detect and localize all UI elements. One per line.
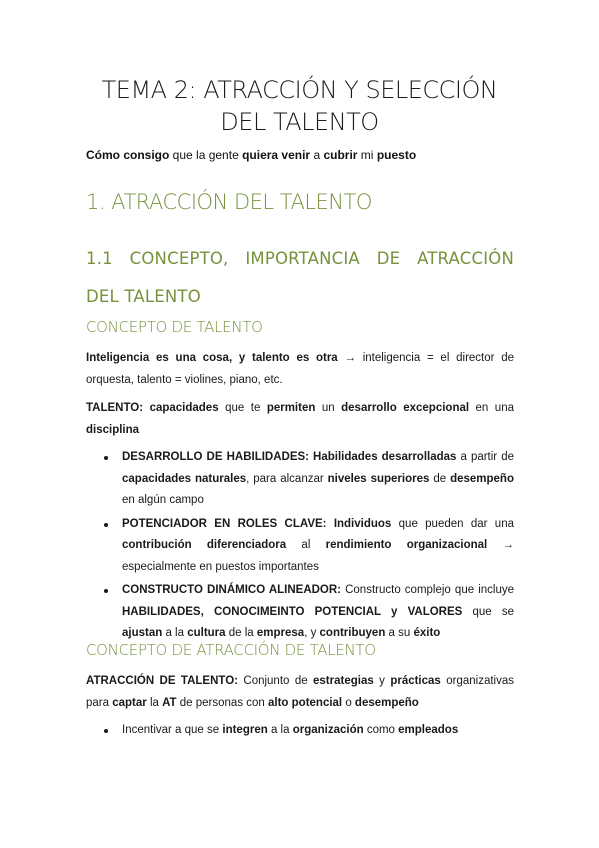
title-line-2: DEL TALENTO bbox=[220, 108, 379, 136]
bold-text-run: contribuyen bbox=[319, 627, 386, 639]
bold-text-run: POTENCIADOR EN ROLES CLAVE: Individuos bbox=[122, 517, 392, 530]
paragraph-inteligencia bbox=[86, 347, 514, 391]
text-run: que te bbox=[218, 402, 267, 414]
bold-text-run: Inteligencia es una cosa, y talento es otra bbox=[86, 352, 338, 364]
bold-text-run: capacidades naturales bbox=[122, 472, 247, 485]
text-run: a su bbox=[385, 627, 414, 639]
text-run: que pueden dar una bbox=[391, 517, 514, 530]
bullet-icon bbox=[104, 589, 108, 593]
bold-text-run: quiera venir bbox=[242, 148, 311, 162]
bold-text-run: estrategias bbox=[313, 675, 374, 687]
bold-text-run: puesto bbox=[376, 148, 417, 162]
bullet-icon bbox=[104, 729, 108, 733]
section-heading-1-1-line-1: 1.1 CONCEPTO, IMPORTANCIA DE ATRACCIÓN bbox=[86, 249, 514, 268]
bold-text-run: alto potencial bbox=[268, 697, 343, 709]
text-run: Conjunto de bbox=[237, 675, 314, 687]
bold-text-run: ATRACCIÓN DE TALENTO: bbox=[86, 675, 238, 687]
bold-text-run: HABILIDADES, CONOCIMEINTO POTENCIAL y VALORES bbox=[122, 605, 463, 618]
bold-text-run: empleados bbox=[398, 724, 459, 736]
section-heading-1: 1. ATRACCIÓN DEL TALENTO bbox=[86, 190, 372, 214]
text-run: un bbox=[315, 402, 342, 414]
text-run: Constructo complejo que incluye bbox=[341, 584, 514, 596]
bullet-icon bbox=[104, 523, 108, 527]
subheading-concepto-atraccion: CONCEPTO DE ATRACCIÓN DE TALENTO bbox=[86, 641, 376, 659]
bold-text-run: disciplina bbox=[86, 424, 140, 436]
list-item bbox=[86, 514, 514, 579]
title-line-1: TEMA 2: ATRACCIÓN Y SELECCIÓN bbox=[101, 76, 498, 104]
text-run: de personas con bbox=[176, 697, 268, 709]
text-run: , para alcanzar bbox=[246, 472, 328, 485]
bold-text-run: capacidades bbox=[149, 402, 219, 414]
list-item bbox=[86, 447, 514, 512]
bold-text-run: AT bbox=[162, 697, 177, 709]
text-run: → inteligencia = el director de orquesta, talento = violines, piano, etc. bbox=[86, 352, 515, 386]
talento-bullet-list bbox=[86, 447, 514, 647]
text-run: en una bbox=[469, 402, 514, 414]
text-run: al bbox=[286, 539, 326, 551]
bold-text-run: desarrollo excepcional bbox=[341, 402, 470, 414]
text-run: , y bbox=[304, 627, 320, 639]
list-item-text bbox=[122, 584, 514, 639]
bold-text-run: desempeño bbox=[450, 472, 514, 485]
text-run: en algún campo bbox=[122, 494, 204, 506]
list-item bbox=[86, 720, 514, 742]
bold-text-run: contribución diferenciadora bbox=[122, 539, 287, 551]
text-run: y bbox=[373, 675, 391, 687]
bullet-icon bbox=[104, 456, 108, 460]
text-run: a la bbox=[267, 724, 293, 736]
text-run: o bbox=[342, 697, 355, 709]
text-run: de bbox=[429, 472, 451, 485]
text-run: → especialmente en puestos importantes bbox=[122, 539, 514, 573]
bold-text-run: éxito bbox=[413, 627, 441, 639]
bold-text-run: organización bbox=[292, 724, 364, 736]
text-run: a la bbox=[162, 627, 188, 639]
subheading-concepto-talento: CONCEPTO DE TALENTO bbox=[86, 318, 263, 336]
bold-text-run: integren bbox=[222, 724, 268, 736]
atraccion-bullet-list bbox=[86, 720, 514, 744]
text-run: que la gente bbox=[169, 148, 243, 162]
page-title bbox=[60, 74, 539, 138]
text-run: a partir de bbox=[456, 451, 514, 463]
text-run: a bbox=[310, 148, 324, 162]
bold-text-run: rendimiento organizacional bbox=[325, 539, 488, 551]
text-run: organizativas para bbox=[86, 675, 514, 709]
bold-text-run: niveles superiores bbox=[327, 472, 430, 485]
bold-text-run: ajustan bbox=[122, 627, 163, 639]
section-heading-1-1 bbox=[86, 240, 514, 316]
bold-text-run: TALENTO: bbox=[86, 402, 144, 414]
bold-text-run: cubrir bbox=[323, 148, 358, 162]
text-run: que se bbox=[462, 605, 514, 618]
paragraph-atraccion-definition bbox=[86, 670, 514, 714]
bold-text-run: prácticas bbox=[390, 675, 441, 687]
list-item-text bbox=[122, 518, 514, 573]
list-item-text bbox=[122, 724, 458, 736]
bold-text-run: cultura bbox=[187, 627, 226, 639]
paragraph-talento-definition bbox=[86, 397, 514, 441]
bold-text-run: permiten bbox=[266, 402, 316, 414]
bold-text-run: captar bbox=[112, 697, 147, 709]
subtitle bbox=[86, 148, 416, 162]
bold-text-run: DESARROLLO DE HABILIDADES: Habilidades desarrolladas bbox=[122, 451, 457, 463]
text-run: mi bbox=[357, 148, 377, 162]
text-run: Incentivar a que se bbox=[122, 724, 223, 736]
bold-text-run: desempeño bbox=[354, 697, 419, 709]
bold-text-run: Cómo consigo bbox=[86, 148, 170, 162]
bold-text-run: CONSTRUCTO DINÁMICO ALINEADOR: bbox=[122, 584, 342, 596]
section-heading-1-1-line-2: DEL TALENTO bbox=[86, 287, 201, 306]
text-run: la bbox=[146, 697, 163, 709]
list-item-text bbox=[122, 451, 514, 506]
list-item bbox=[86, 580, 514, 645]
text-run: como bbox=[363, 724, 399, 736]
text-run: de la bbox=[225, 627, 257, 639]
bold-text-run: empresa bbox=[256, 627, 305, 639]
